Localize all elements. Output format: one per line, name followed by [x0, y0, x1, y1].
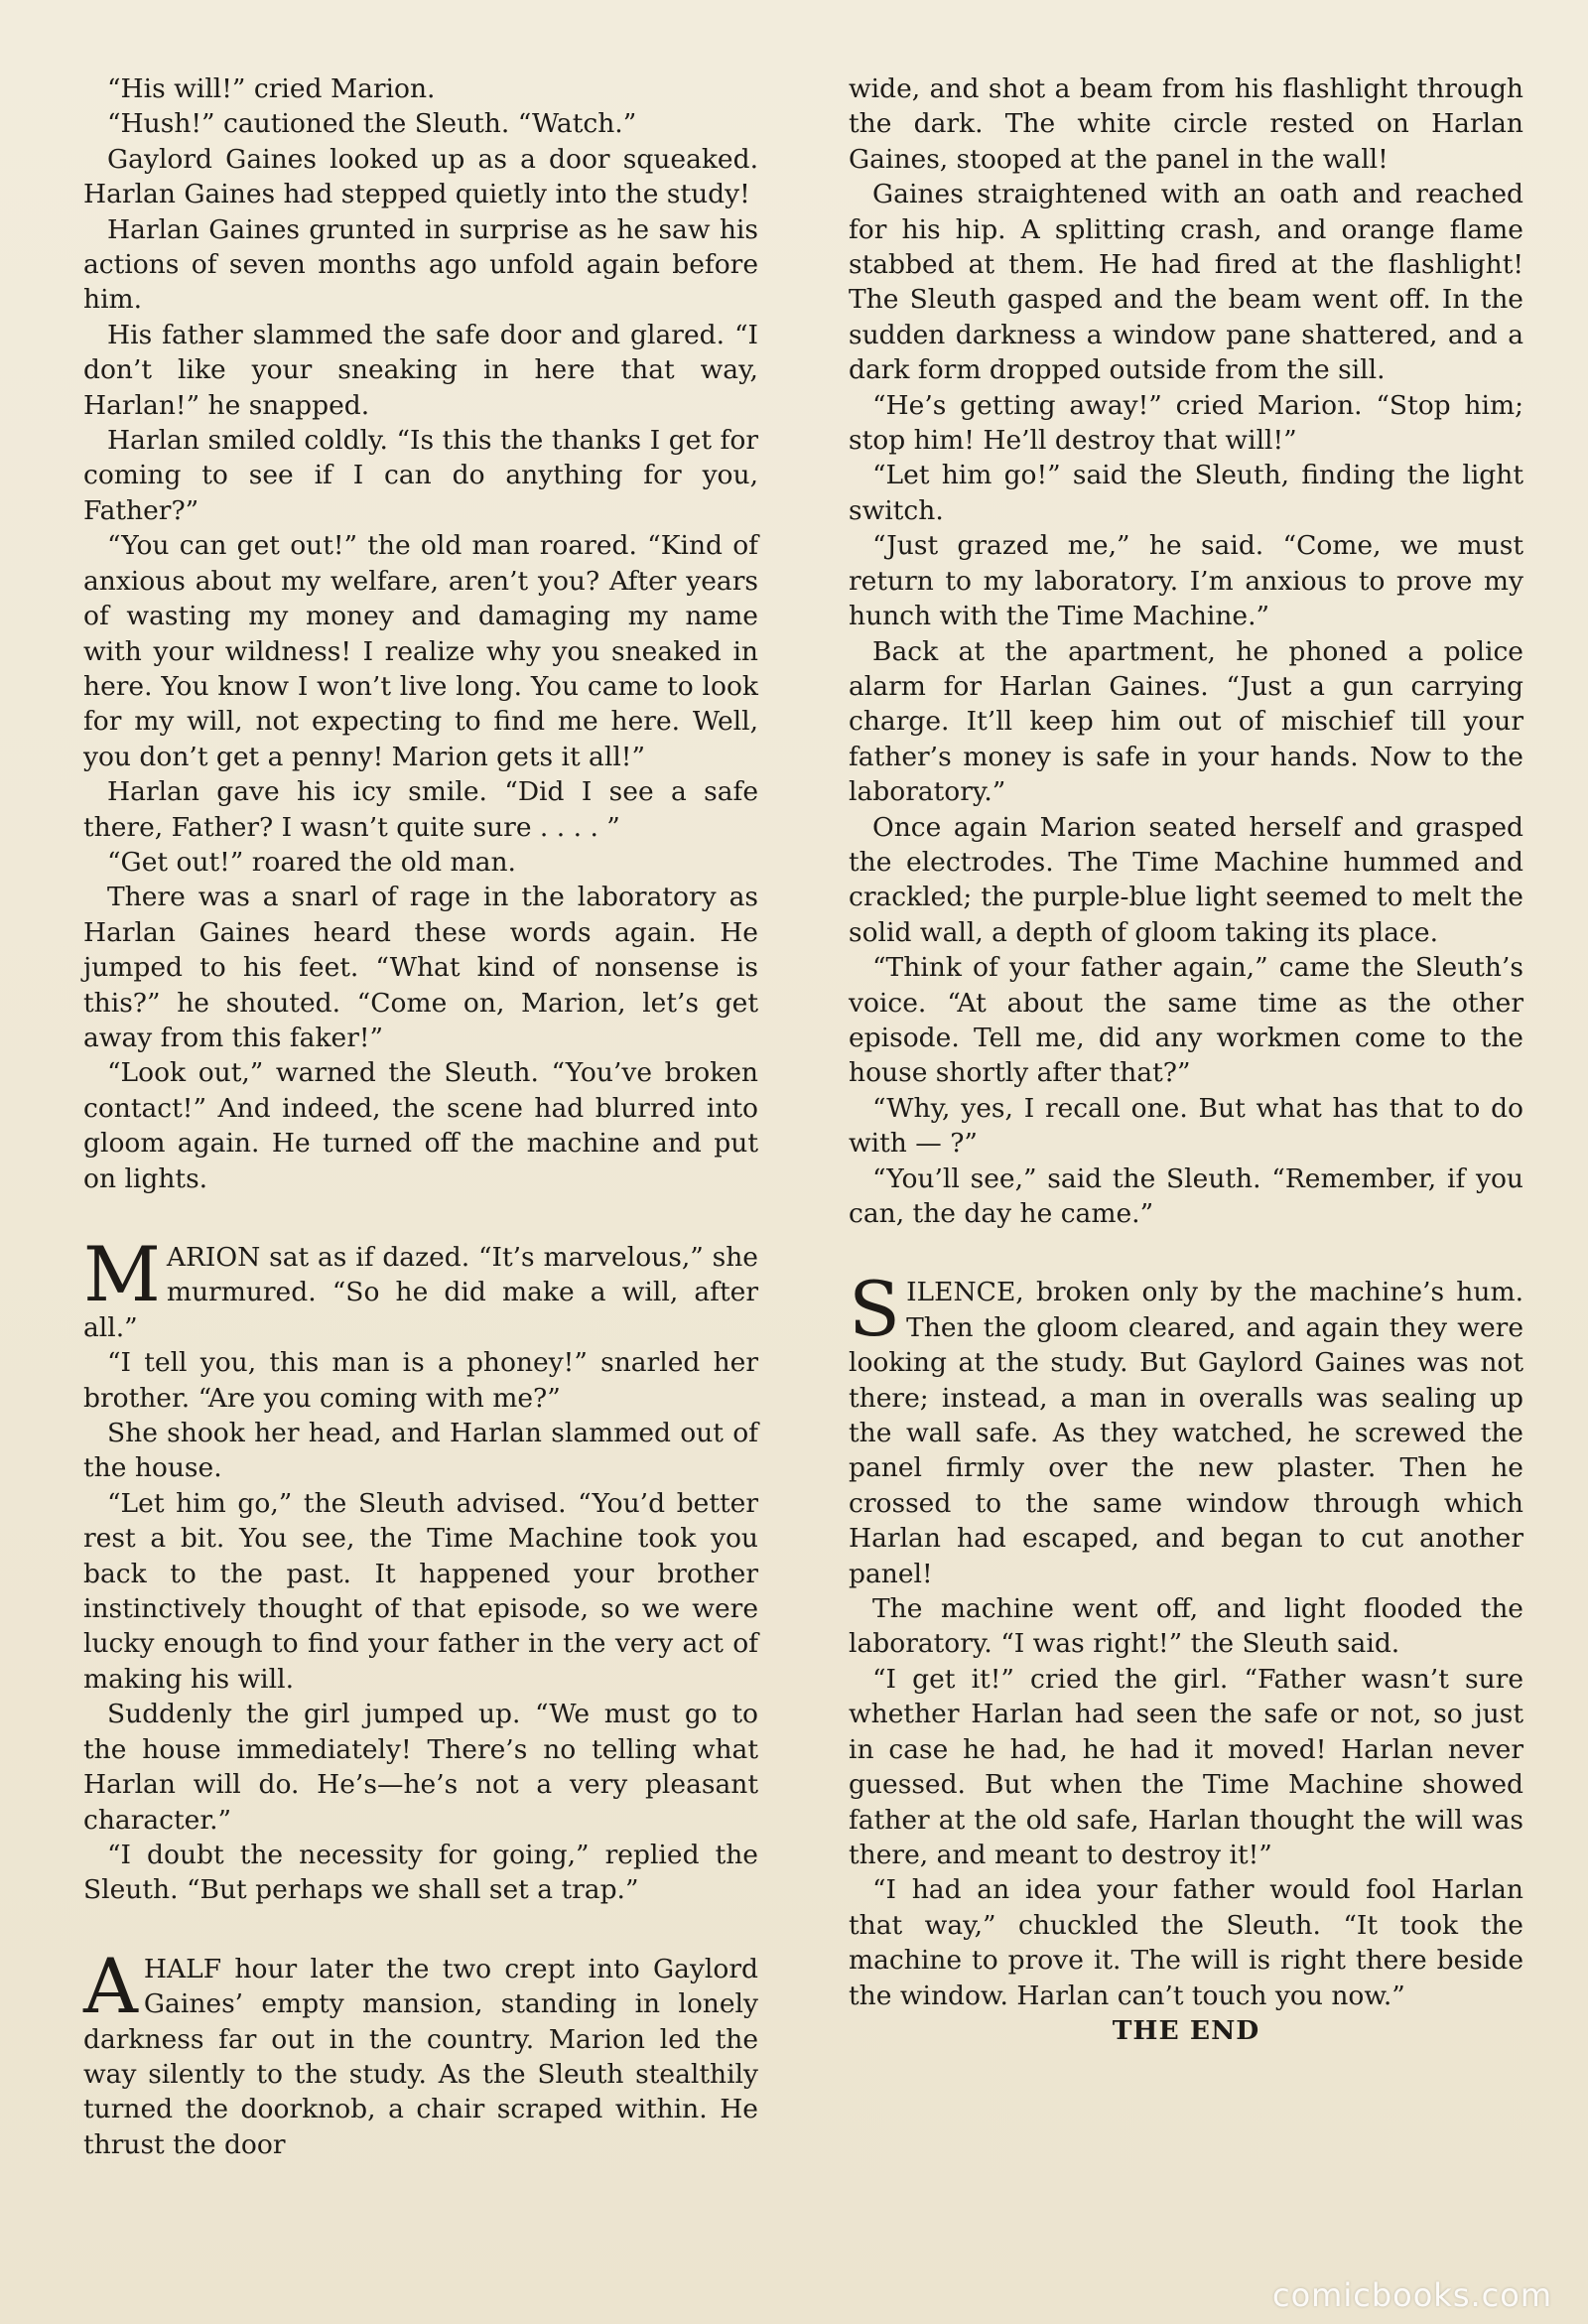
paragraph: “His will!” cried Marion. — [107, 73, 436, 104]
opening-text: ILENCE, broken only by the machine’s hum. Then the gloom cleared, and again they were looking at the study. But Gaylord Gaines was not there; instead, a man in overalls was sealing up the wall safe. As they watched, he screwed the panel firmly over the new plaster. Then he crossed to the same window through which Harlan had escaped, and began to cut another panel! — [849, 1277, 1523, 1589]
section-half-hour — [83, 1941, 758, 2162]
paragraph: Suddenly the girl jumped up. “We must go to the house immediately! There’s no telling what Harlan will do. He’s—he’s not a very pleasant character.” — [83, 1699, 758, 1836]
section-silence — [849, 1265, 1523, 2013]
paragraph: “I doubt the necessity for going,” replied the Sleuth. “But perhaps we shall set a trap.” — [83, 1839, 758, 1906]
paragraph: “You can get out!” the old man roared. “Kind of anxious about my welfare, aren’t you? After years of wasting my money and damaging my name with your wildness! I realize why you sneaked in here. You know I won’t live long. You came to look for my will, not expecting to find me here. Well, you don’t get a penny! Marion gets it all!” — [83, 530, 758, 772]
paragraph: Harlan smiled coldly. “Is this the thanks I get for coming to see if I can do anything for you, Father?” — [83, 425, 758, 526]
paragraph: Harlan gave his icy smile. “Did I see a safe there, Father? I wasn’t quite sure . . . . ” — [83, 776, 758, 843]
paragraph: She shook her head, and Harlan slammed out of the house. — [83, 1418, 758, 1484]
paragraph: “Get out!” roared the old man. — [107, 846, 516, 878]
watermark: comicbooks.com — [1271, 2276, 1552, 2314]
drop-cap: M — [83, 1230, 161, 1318]
left-column — [83, 71, 758, 2162]
paragraph: Harlan Gaines grunted in surprise as he saw his actions of seven months ago unfold again before him. — [83, 213, 758, 316]
paragraph: There was a snarl of rage in the laboratory as Harlan Gaines heard these words again. He jumped to his feet. “What kind of nonsense is this?” he shouted. “Come on, Marion, let’s get away from this faker!” — [83, 882, 758, 1053]
paragraph: “I tell you, this man is a phoney!” snarled her brother. “Are you coming with me?” — [83, 1347, 758, 1414]
paragraph: “Let him go!” said the Sleuth, finding the light switch. — [849, 460, 1523, 526]
paragraph: “Just grazed me,” he said. “Come, we must return to my laboratory. I’m anxious to prove my hunch with the Time Machine.” — [849, 530, 1523, 632]
opening-text: HALF hour later the two crept into Gaylord Gaines’ empty mansion, standing in lonely darkness far out in the country. Marion led the way silently to the study. As the Sleuth stealthily turned the doorknob, a chair scraped within. He thrust the door — [83, 1953, 758, 2160]
the-end-label: THE END — [1112, 2014, 1260, 2046]
section-opening — [849, 1265, 1523, 1591]
paragraph: Back at the apartment, he phoned a police alarm for Harlan Gaines. “Just a gun carrying charge. It’ll keep him out of mischief till your father’s money is safe in your hands. Now to the laboratory.” — [849, 635, 1523, 808]
drop-cap: S — [849, 1265, 901, 1354]
paragraph: “Let him go,” the Sleuth advised. “You’d better rest a bit. You see, the Time Machine took you back to the past. It happened your brother instinctively thought of that episode, so we were lucky enough to find your father in the very act of making his will. — [83, 1487, 758, 1695]
paragraph: Gaylord Gaines looked up as a door squeaked. Harlan Gaines had stepped quietly into the study! — [83, 143, 758, 210]
section-marion — [83, 1230, 758, 1908]
paragraph: “You’ll see,” said the Sleuth. “Remember, if you can, the day he came.” — [849, 1162, 1523, 1229]
paragraph: The machine went off, and light flooded the laboratory. “I was right!” the Sleuth said. — [849, 1593, 1523, 1660]
paragraph: “I had an idea your father would fool Harlan that way,” chuckled the Sleuth. “It took the machine to prove it. The will is right there beside the window. Harlan can’t touch you now.” — [849, 1874, 1523, 2011]
paragraph: “I get it!” cried the girl. “Father wasn’t sure whether Harlan had seen the safe or not, so just in case he had, he had it moved! Harlan never guessed. But when the Time Machine showed father at the old safe, Harlan thought the will was there, and meant to destroy it!” — [849, 1663, 1523, 1870]
drop-cap: A — [83, 1941, 138, 2030]
paragraph: “Why, yes, I recall one. But what has that to do with — ?” — [849, 1092, 1523, 1160]
section-opening — [83, 1230, 758, 1345]
section-opening — [83, 1941, 758, 2162]
paragraph: “Think of your father again,” came the Sleuth’s voice. “At about the same time as the other episode. Tell me, did any workmen come to the house shortly after that?” — [849, 952, 1523, 1089]
paragraph: His father slammed the safe door and glared. “I don’t like your sneaking in here that way, Harlan!” he snapped. — [83, 319, 758, 421]
paragraph: “Look out,” warned the Sleuth. “You’ve broken contact!” And indeed, the scene had blurred into gloom again. He turned off the machine and put on lights. — [83, 1057, 758, 1194]
paragraph: Once again Marion seated herself and grasped the electrodes. The Time Machine hummed and crackled; the purple-blue light seemed to melt the solid wall, a depth of gloom taking its place. — [849, 811, 1523, 948]
paragraph: “Hush!” cautioned the Sleuth. “Watch.” — [107, 108, 637, 140]
continued-paragraph: wide, and shot a beam from his flashlight through the dark. The white circle rested on Harlan Gaines, stooped at the panel in the wall! — [849, 73, 1523, 175]
right-column — [849, 71, 1523, 2048]
opening-text: ARION sat as if dazed. “It’s marvelous,” she murmured. “So he did make a will, after all.” — [83, 1242, 758, 1343]
paragraph: “He’s getting away!” cried Marion. “Stop him; stop him! He’ll destroy that will!” — [849, 389, 1523, 457]
paragraph: Gaines straightened with an oath and reached for his hip. A splitting crash, and orange flame stabbed at them. He had fired at the flashlight! The Sleuth gasped and the beam went off. In the sudden darkness a window pane shattered, and a dark form dropped outside from the sill. — [849, 179, 1523, 386]
